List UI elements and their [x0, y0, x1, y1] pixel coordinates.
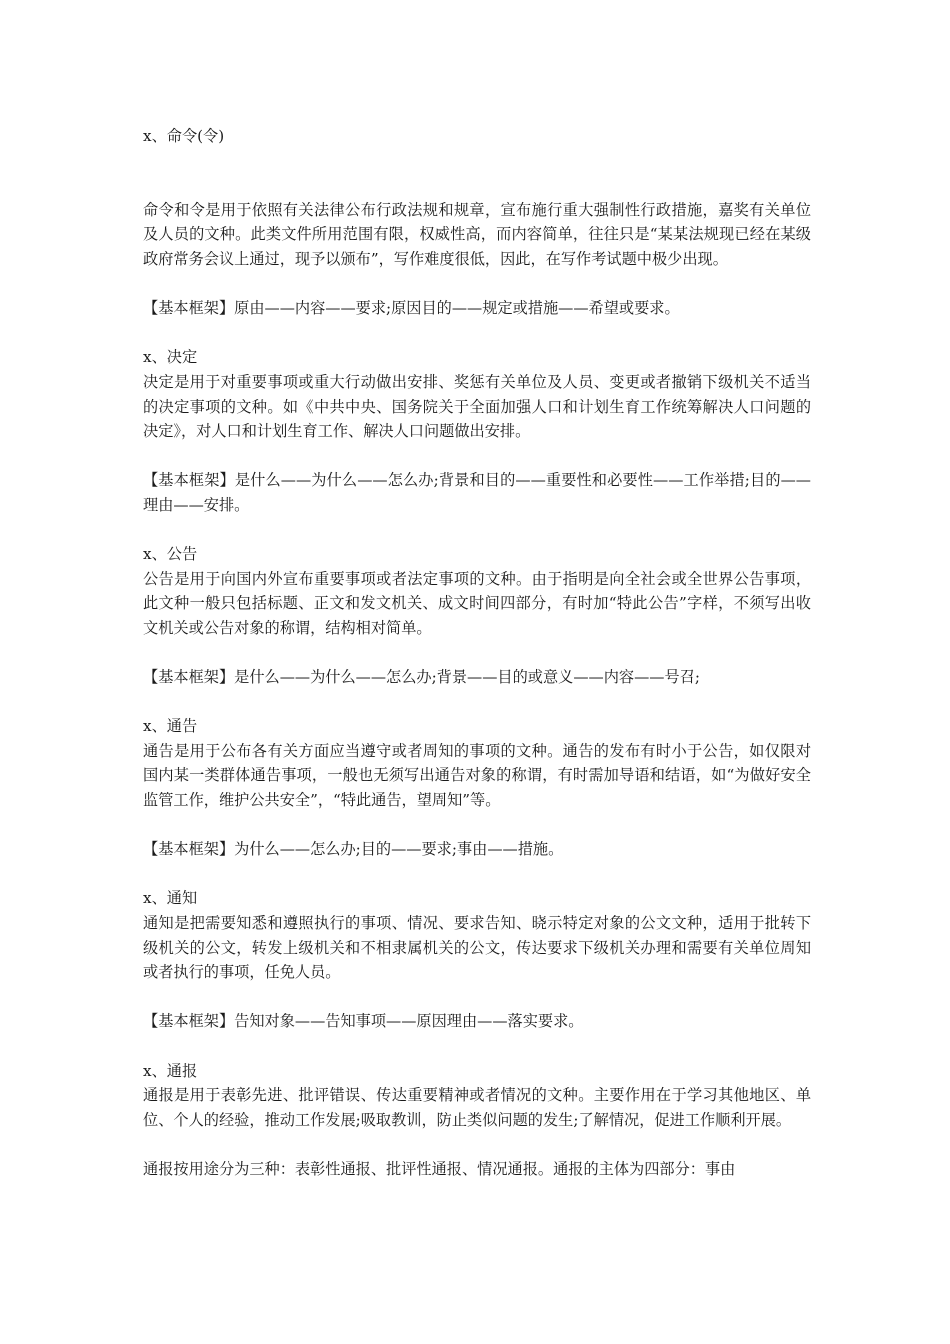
blank-line — [143, 173, 811, 198]
section-body: 公告是用于向国内外宣布重要事项或者法定事项的文种。由于指明是向全社会或全世界公告事项，此文种一般只包括标题、正文和发文机关、成文时间四部分，有时加“特此公告”字样，不须写出收文机关或公告对象的称谓，结构相对简单。 — [143, 569, 811, 637]
blank-line — [143, 272, 811, 297]
section-framework: 【基本框架】是什么——为什么——怎么办;背景——目的或意义——内容——号召; — [143, 668, 700, 687]
blank-line — [143, 813, 811, 838]
section-framework: 【基本框架】是什么——为什么——怎么办;背景和目的——重要性和必要性——工作举措;目的——理由——安排。 — [143, 471, 811, 514]
section-body: 通报是用于表彰先进、批评错误、传达重要精神或者情况的文种。主要作用在于学习其他地区、单位、个人的经验，推动工作发展;吸取教训，防止类似问题的发生;了解情况，促进工作顺利开展。 — [143, 1086, 811, 1129]
blank-line — [143, 444, 811, 469]
blank-line — [143, 640, 811, 665]
section-body: 通知是把需要知悉和遵照执行的事项、情况、要求告知、晓示特定对象的公文文种，适用于批转下级机关的公文，转发上级机关和不相隶属机关的公文，传达要求下级机关办理和需要有关单位周知或者执行的事项，任免人员。 — [143, 914, 811, 982]
blank-line — [143, 149, 811, 174]
section-heading: x、命令(令) — [143, 127, 225, 145]
section-framework: 【基本框架】为什么——怎么办;目的——要求;事由——措施。 — [143, 840, 564, 859]
section-heading: x、通告 — [143, 717, 198, 736]
section-body: 命令和令是用于依照有关法律公布行政法规和规章，宣布施行重大强制性行政措施，嘉奖有关单位及人员的文种。此类文件所用范围有限，权威性高，而内容简单，往往只是“某某法规现已经在某级政府常务会议上通过，现予以颁布”，写作难度很低，因此，在写作考试题中极少出现。 — [143, 200, 811, 268]
section-body: 决定是用于对重要事项或重大行动做出安排、奖惩有关单位及人员、变更或者撤销下级机关不适当的决定事项的文种。如《中共中央、国务院关于全面加强人口和计划生育工作统筹解决人口问题的决定》，对人口和计划生育工作、解决人口问题做出安排。 — [143, 372, 811, 441]
section-framework: 【基本框架】原由——内容——要求;原因目的——规定或措施——希望或要求。 — [143, 299, 680, 318]
document-content — [143, 124, 811, 1182]
section-followup-text: 通报按用途分为三种：表彰性通报、批评性通报、情况通报。通报的主体为四部分：事由 — [143, 1159, 736, 1178]
section-heading: x、公告 — [143, 545, 198, 564]
section-heading: x、决定 — [143, 348, 198, 367]
blank-line — [143, 1132, 811, 1157]
blank-line — [143, 518, 811, 543]
section-framework: 【基本框架】告知对象——告知事项——原因理由——落实要求。 — [143, 1012, 584, 1031]
blank-line — [143, 1034, 811, 1059]
section-heading: x、通报 — [143, 1061, 198, 1080]
section-body: 通告是用于公布各有关方面应当遵守或者周知的事项的文种。通告的发布有时小于公告，如仅限对国内某一类群体通告事项，一般也无须写出通告对象的称谓，有时需加导语和结语，如“为做好安全监管工作，维护公共安全”，“特此通告，望周知”等。 — [143, 741, 811, 810]
blank-line — [143, 321, 811, 346]
blank-line — [143, 985, 811, 1010]
blank-line — [143, 690, 811, 715]
section-heading: x、通知 — [143, 889, 198, 908]
blank-line — [143, 862, 811, 887]
